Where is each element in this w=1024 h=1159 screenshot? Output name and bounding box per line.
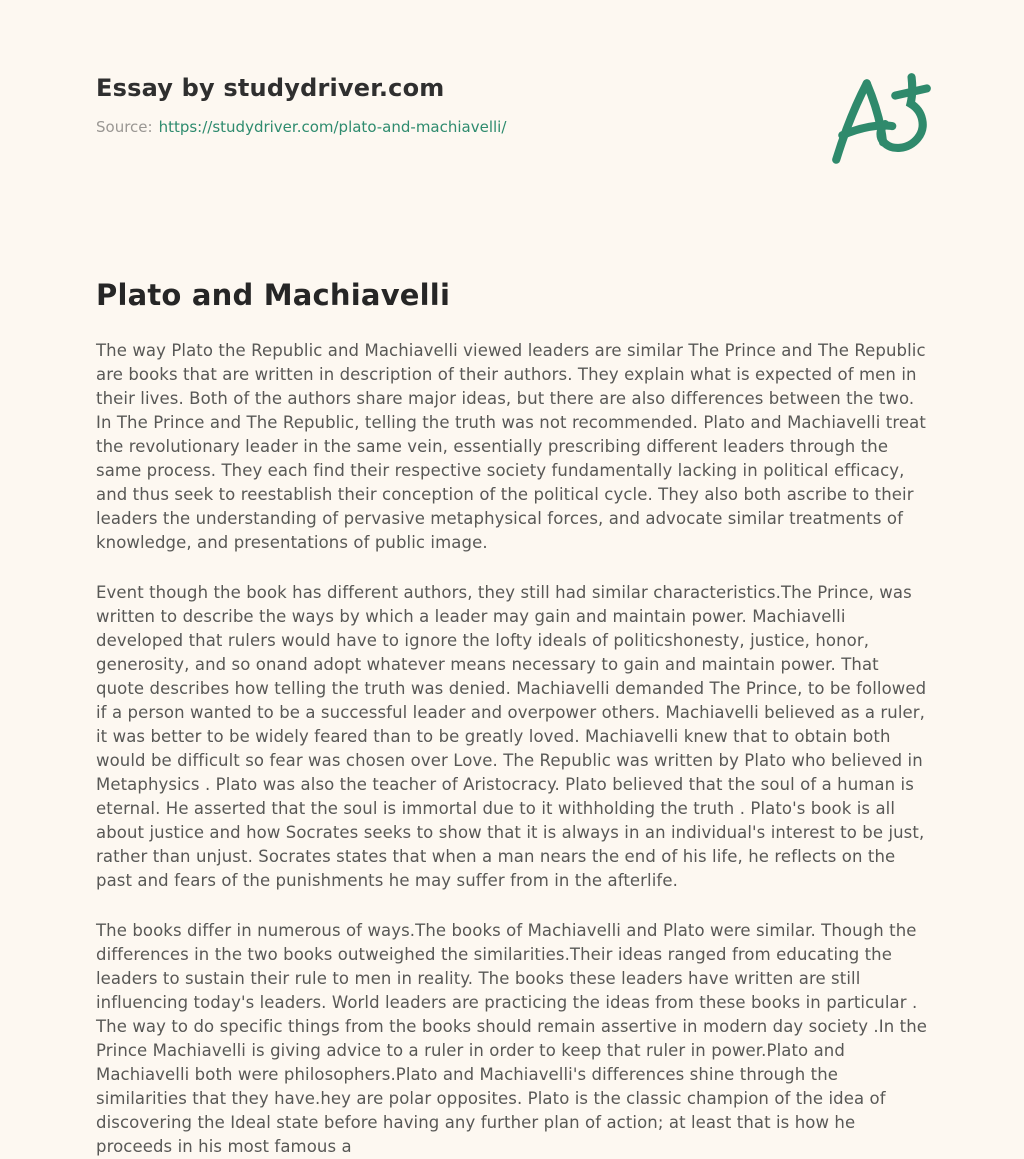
essay-paragraph-1: The way Plato the Republic and Machiavelli viewed leaders are similar The Prince and The Republic are books that are written in description of their authors. They explain what is expected of men in their lives. Both of the authors share major ideas, but there are also differences between the two. In The Prince and The Republic, telling the truth was not recommended. Plato and Machiavelli treat the revolutionary leader in the same vein, essentially prescribing different leaders through the same process. They each find their respective society fundamentally lacking in political efficacy, and thus seek to reestablish their conception of the political cycle. They also both ascribe to their leaders the understanding of pervasive metaphysical forces, and advocate similar treatments of knowledge, and presentations of public image. — [96, 340, 926, 552]
essay-content — [0, 278, 1024, 1159]
source-line — [96, 117, 506, 137]
source-link[interactable]: https://studydriver.com/plato-and-machiavelli/ — [158, 118, 507, 136]
essay-paragraph-3: The books differ in numerous of ways.The books of Machiavelli and Plato were similar. Though the differences in the two books outweighed the similarities.Their ideas ranged from educating the leaders to sustain their rule to men in reality. The books these leaders have written are still influencing today's leaders. World leaders are practicing the ideas from these books in particular . The way to do specific things from the books should remain assertive in modern day society .In the Prince Machiavelli is giving advice to a ruler in order to keep that ruler in power.Plato and Machiavelli both were philosophers.Plato and Machiavelli's differences shine through the similarities that they have.hey are polar opposites. Plato is the classic champion of the idea of discovering the Ideal state before having any further plan of action; at least that is how he proceeds in his most famous a — [96, 920, 928, 1156]
essay-paragraph-2: Event though the book has different authors, they still had similar characteristics.The Prince, was written to describe the ways by which a leader may gain and maintain power. Machiavelli developed that rulers would have to ignore the lofty ideals of politicshonesty, justice, honor, generosity, and so onand adopt whatever means necessary to gain and maintain power. That quote describes how telling the truth was denied. Machiavelli demanded The Prince, to be followed if a person wanted to be a successful leader and overpower others. Machiavelli believed as a ruler, it was better to be widely feared than to be greatly loved. Machiavelli knew that to obtain both would be difficult so fear was chosen over Love. The Republic was written by Plato who believed in Metaphysics . Plato was also the teacher of Aristocracy. Plato believed that the soul of a human is eternal. He asserted that the soul is immortal due to it withholding the truth . Plato's book is all about justice and how Socrates seeks to show that it is always in an individual's interest to be just, rather than unjust. Socrates states that when a man nears the end of his life, he reflects on the past and fears of the punishments he may suffer from in the afterlife. — [96, 582, 927, 890]
page-header — [0, 0, 1024, 172]
page-title: Essay by studydriver.com — [96, 74, 445, 102]
essay-title: Plato and Machiavelli — [96, 278, 451, 312]
a-plus-logo-icon — [824, 70, 936, 172]
source-label: Source: — [96, 118, 153, 136]
header-text-block — [96, 74, 506, 137]
